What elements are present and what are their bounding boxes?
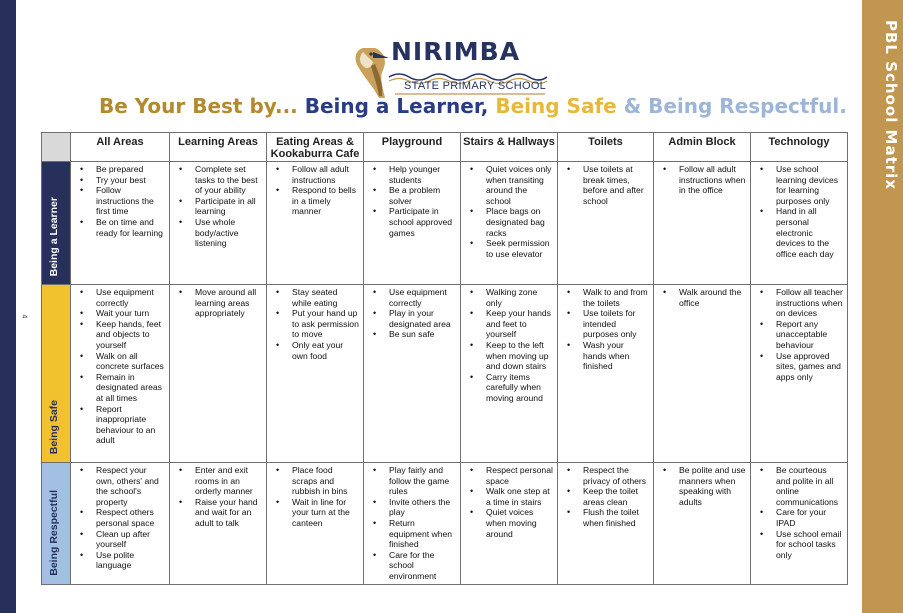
row-header-respectful — [42, 463, 71, 585]
matrix-bullet: • Only eat your own food — [273, 340, 359, 361]
matrix-bullet: • Respect the privacy of others — [564, 465, 649, 486]
matrix-bullet: • Try your best — [77, 175, 165, 186]
side-title: PBL School Matrix — [882, 20, 900, 190]
column-header: Stairs & Hallways — [461, 133, 558, 162]
matrix-cell — [170, 285, 267, 463]
matrix-bullet: • Use toilets at break times, before and after school — [564, 164, 649, 206]
matrix-bullet: • Carry items carefully when moving around — [467, 372, 553, 404]
matrix-bullet: • Walking zone only — [467, 287, 553, 308]
matrix-cell — [71, 162, 170, 285]
matrix-bullet: • Use whole body/active listening — [176, 217, 262, 249]
matrix-cell — [364, 162, 461, 285]
header-row — [42, 133, 848, 162]
matrix-bullet: • Wait in line for your turn at the canteen — [273, 497, 359, 529]
matrix-bullet: • Follow all teacher instructions when on devices — [757, 287, 843, 319]
matrix-bullet: • Clean up after yourself — [77, 529, 165, 550]
matrix-bullet: • Raise your hand and wait for an adult to talk — [176, 497, 262, 529]
matrix-bullet: • Quiet voices only when transiting around the school — [467, 164, 553, 206]
tagline-respect: Being Respectful. — [648, 94, 847, 118]
matrix-bullet: • Hand in all personal electronic devices to the office each day — [757, 206, 843, 259]
matrix-bullet: • Participate in all learning — [176, 196, 262, 217]
matrix-bullet: • Play in your designated area — [370, 308, 456, 329]
matrix-cell — [751, 463, 848, 585]
matrix-bullet: • Remain in designated areas at all times — [77, 372, 165, 404]
matrix-bullet: • Respect your own, others' and the school's property — [77, 465, 165, 507]
matrix-bullet: • Play fairly and follow the game rules — [370, 465, 456, 497]
matrix-cell — [461, 463, 558, 585]
matrix-cell — [558, 162, 654, 285]
matrix-cell — [751, 162, 848, 285]
matrix-bullet: • Put your hand up to ask permission to move — [273, 308, 359, 340]
row-label: Being a Learner — [48, 196, 60, 276]
matrix-bullet: • Be a problem solver — [370, 185, 456, 206]
column-header: Toilets — [558, 133, 654, 162]
matrix-bullet: • Place bags on designated bag racks — [467, 206, 553, 238]
tagline — [99, 94, 847, 124]
matrix-cell — [461, 162, 558, 285]
school-logo — [349, 34, 549, 100]
matrix-bullet: • Stay seated while eating — [273, 287, 359, 308]
matrix-cell — [267, 285, 364, 463]
page-number: 4 — [20, 314, 28, 319]
matrix-cell — [71, 285, 170, 463]
matrix-bullet: • Follow all adult instructions — [273, 164, 359, 185]
matrix-bullet: • Complete set tasks to the best of your ability — [176, 164, 262, 196]
matrix-bullet: • Report inappropriate behaviour to an adult — [77, 404, 165, 446]
behaviour-matrix-table — [41, 132, 848, 585]
matrix-cell — [267, 463, 364, 585]
matrix-bullet: • Walk around the office — [660, 287, 746, 308]
tagline-comma: , — [480, 94, 489, 118]
matrix-bullet: • Respect personal space — [467, 465, 553, 486]
matrix-bullet: • Quiet voices when moving around — [467, 507, 553, 539]
matrix-cell — [170, 162, 267, 285]
matrix-bullet: • Follow instructions the first time — [77, 185, 165, 217]
matrix-cell — [461, 285, 558, 463]
matrix-bullet: • Move around all learning areas appropriately — [176, 287, 262, 319]
matrix-bullet: • Enter and exit rooms in an orderly manner — [176, 465, 262, 497]
row-header-safe — [42, 285, 71, 463]
matrix-bullet: • Place food scraps and rubbish in bins — [273, 465, 359, 497]
matrix-cell — [267, 162, 364, 285]
matrix-bullet: • Keep the toilet areas clean — [564, 486, 649, 507]
matrix-bullet: • Use school email for school tasks only — [757, 529, 843, 561]
matrix-cell — [71, 463, 170, 585]
tagline-safe: Being Safe — [495, 94, 617, 118]
table-row — [42, 463, 848, 585]
matrix-cell — [654, 162, 751, 285]
matrix-cell — [364, 285, 461, 463]
column-header: All Areas — [71, 133, 170, 162]
column-header: Playground — [364, 133, 461, 162]
tagline-lead: Be Your Best by... — [99, 94, 298, 118]
matrix-bullet: • Be on time and ready for learning — [77, 217, 165, 238]
table-row — [42, 285, 848, 463]
matrix-bullet: • Walk on all concrete surfaces — [77, 351, 165, 372]
row-label: Being Safe — [48, 399, 60, 454]
matrix-bullet: • Follow all adult instructions when in the office — [660, 164, 746, 196]
matrix-bullet: • Respect others personal space — [77, 507, 165, 528]
matrix-bullet: • Keep your hands and feet to yourself — [467, 308, 553, 340]
matrix-bullet: • Walk one step at a time in stairs — [467, 486, 553, 507]
matrix-bullet: • Be polite and use manners when speaking with adults — [660, 465, 746, 507]
column-header: Eating Areas & Kookaburra Cafe — [267, 133, 364, 162]
matrix-bullet: • Be courteous and polite in all online communications — [757, 465, 843, 507]
matrix-bullet: • Care for the school environment — [370, 550, 456, 582]
matrix-bullet: • Use equipment correctly — [370, 287, 456, 308]
matrix-bullet: • Use toilets for intended purposes only — [564, 308, 649, 340]
matrix-bullet: • Help younger students — [370, 164, 456, 185]
matrix-bullet: • Be sun safe — [370, 329, 456, 340]
tagline-learner: Being a Learner — [304, 94, 481, 118]
school-name: NIRIMBA — [391, 37, 521, 66]
matrix-cell — [654, 285, 751, 463]
matrix-bullet: • Walk to and from the toilets — [564, 287, 649, 308]
matrix-bullet: • Wait your turn — [77, 308, 165, 319]
matrix-bullet: • Use school learning devices for learning purposes only — [757, 164, 843, 206]
matrix-bullet: • Keep hands, feet and objects to yourself — [77, 319, 165, 351]
matrix-bullet: • Flush the toilet when finished — [564, 507, 649, 528]
matrix-cell — [558, 285, 654, 463]
matrix-bullet: • Wash your hands when finished — [564, 340, 649, 372]
column-header: Technology — [751, 133, 848, 162]
matrix-bullet: • Keep to the left when moving up and down stairs — [467, 340, 553, 372]
matrix-bullet: • Be prepared — [77, 164, 165, 175]
matrix-bullet: • Use equipment correctly — [77, 287, 165, 308]
matrix-bullet: • Report any unacceptable behaviour — [757, 319, 843, 351]
matrix-bullet: • Use approved sites, games and apps only — [757, 351, 843, 383]
matrix-bullet: • Invite others the play — [370, 497, 456, 518]
table-row — [42, 162, 848, 285]
row-header-learner — [42, 162, 71, 285]
column-header: Admin Block — [654, 133, 751, 162]
matrix-bullet: • Participate in school approved games — [370, 206, 456, 238]
matrix-cell — [364, 463, 461, 585]
matrix-cell — [170, 463, 267, 585]
matrix-cell — [654, 463, 751, 585]
matrix-cell — [558, 463, 654, 585]
matrix-bullet: • Use polite language — [77, 550, 165, 571]
school-subtitle: STATE PRIMARY SCHOOL — [404, 80, 547, 92]
matrix-bullet: • Care for your IPAD — [757, 507, 843, 528]
tagline-amp: & — [623, 94, 642, 118]
row-label: Being Respectful — [48, 489, 60, 576]
corner-cell — [42, 133, 71, 162]
side-title-band — [862, 0, 903, 613]
matrix-cell — [751, 285, 848, 463]
matrix-bullet: • Seek permission to use elevator — [467, 238, 553, 259]
matrix-bullet: • Return equipment when finished — [370, 518, 456, 550]
matrix-bullet: • Respond to bells in a timely manner — [273, 185, 359, 217]
column-header: Learning Areas — [170, 133, 267, 162]
left-border-strip — [0, 0, 16, 613]
